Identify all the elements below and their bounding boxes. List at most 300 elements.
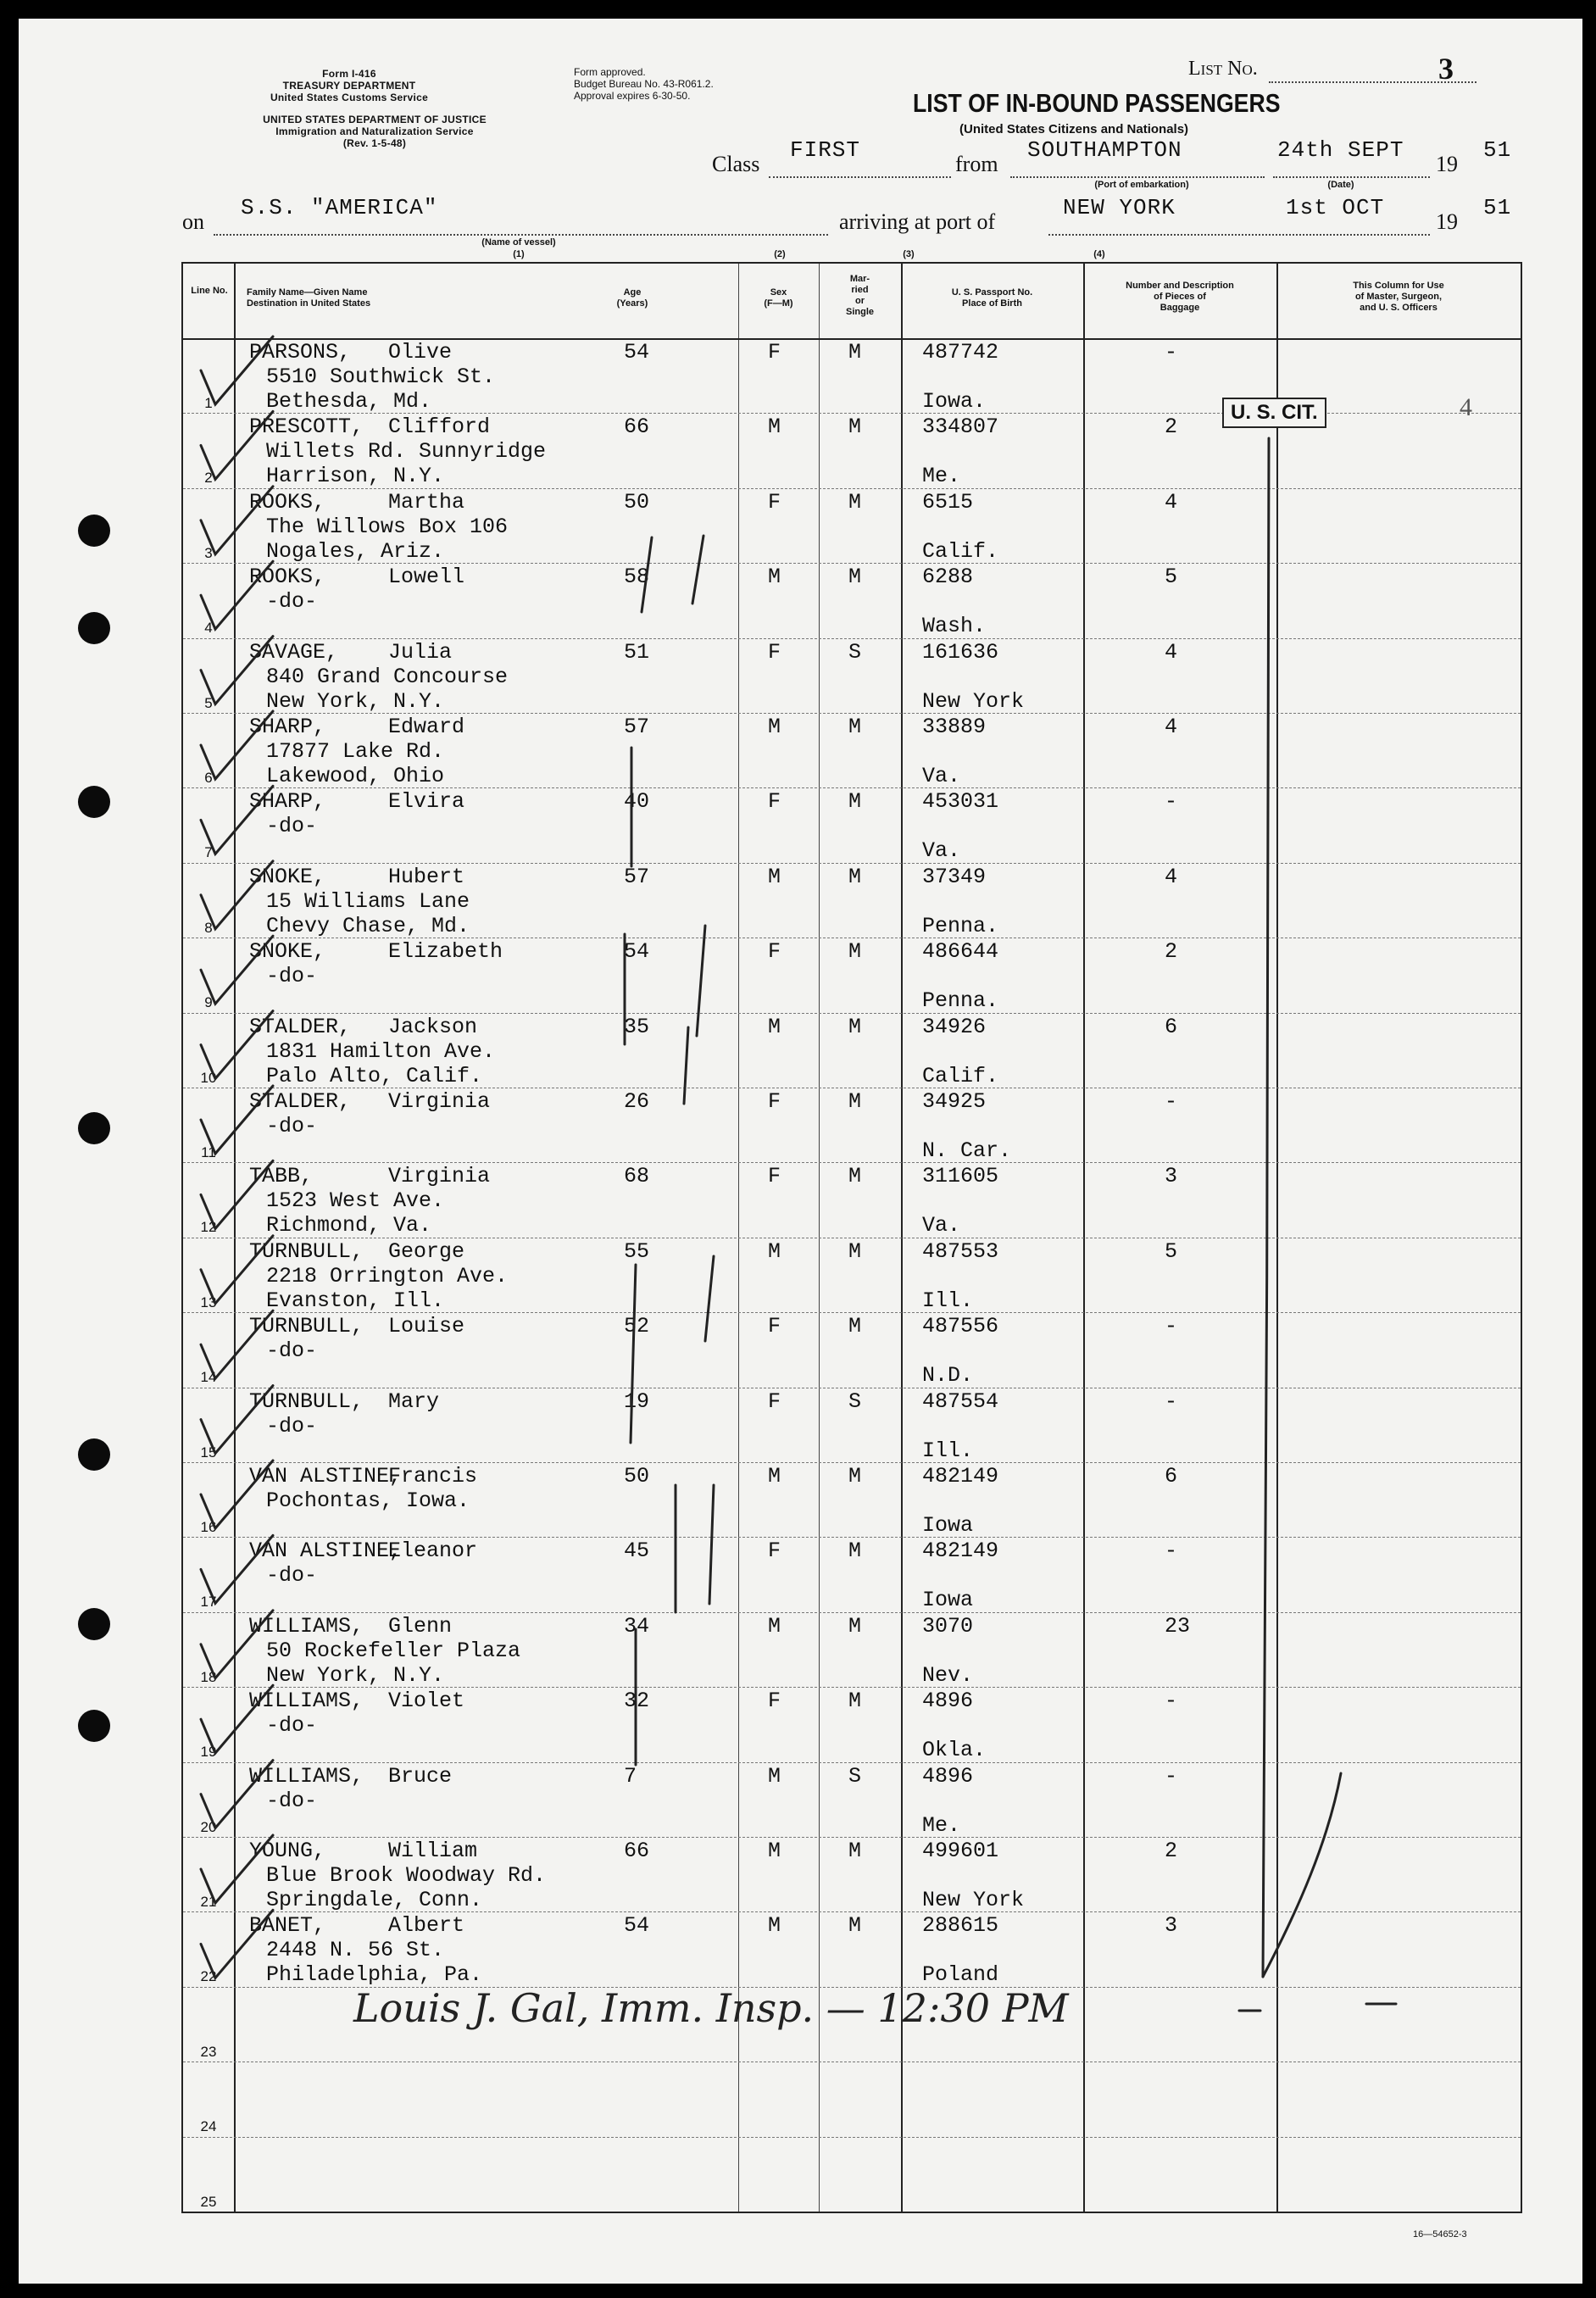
- customs-service: United States Customs Service: [270, 92, 429, 103]
- us-citizen-stamp: U. S. CIT.: [1222, 398, 1326, 428]
- bracket-mark: [631, 1256, 714, 1443]
- family-name: WILLIAMS,: [249, 1763, 364, 1789]
- given-name: Virginia: [388, 1089, 491, 1114]
- check-mark: [201, 1386, 273, 1454]
- vertical-ink-line: [1263, 438, 1270, 1977]
- address-line-1: -do-: [266, 814, 318, 839]
- check-mark: [201, 1761, 273, 1828]
- marital-status: M: [848, 565, 862, 590]
- check-mark: [201, 786, 273, 854]
- line-number: 23: [200, 2043, 217, 2060]
- baggage: -: [1165, 789, 1178, 815]
- address-line-1: -do-: [266, 1788, 318, 1813]
- baggage: 2: [1165, 415, 1178, 440]
- place-of-birth: Iowa: [922, 1588, 974, 1613]
- family-name: ROOKS,: [249, 565, 326, 590]
- address-line-1: 17877 Lake Rd.: [266, 739, 445, 764]
- address-line-1: Pochontas, Iowa.: [266, 1488, 470, 1513]
- given-name: Lowell: [388, 565, 465, 590]
- family-name: STALDER,: [249, 1089, 352, 1114]
- sex: M: [768, 565, 781, 590]
- marital-status: S: [848, 1763, 862, 1789]
- family-name: STALDER,: [249, 1014, 352, 1039]
- place-of-birth: Va.: [922, 838, 961, 864]
- age: 52: [624, 1314, 650, 1339]
- given-name: Mary: [388, 1388, 440, 1414]
- marital-status: M: [848, 715, 862, 739]
- age: 57: [624, 864, 650, 889]
- passport-number: 487742: [922, 340, 999, 364]
- check-mark: [201, 1310, 273, 1378]
- marital-status: M: [848, 489, 862, 515]
- age: 19: [624, 1388, 650, 1414]
- check-mark: [201, 1910, 273, 1978]
- line-number: 21: [200, 1894, 217, 1910]
- line-number: 9: [204, 994, 213, 1011]
- address-line-1: 1523 West Ave.: [266, 1188, 445, 1214]
- line-number: 18: [200, 1668, 217, 1685]
- place-of-birth: Me.: [922, 1812, 961, 1838]
- ink-marks: [19, 19, 1582, 2284]
- ins-service: Immigration and Naturalization Service: [275, 125, 474, 137]
- age: 50: [624, 489, 650, 515]
- marital-status: M: [848, 864, 862, 889]
- header-officers: This Column for Use of Master, Surgeon, and U. S. Officers: [1353, 281, 1444, 313]
- place-of-birth: Calif.: [922, 538, 999, 564]
- port-caption: (Port of embarkation): [1094, 180, 1189, 190]
- age: 50: [624, 1464, 650, 1488]
- marital-status: M: [848, 1613, 862, 1639]
- header-age: Age (Years): [616, 287, 648, 309]
- sex: F: [768, 639, 781, 665]
- check-mark: [201, 711, 273, 779]
- address-line-2: New York, N.Y.: [266, 688, 445, 714]
- family-name: SHARP,: [249, 715, 326, 739]
- given-name: Albert: [388, 1913, 465, 1939]
- address-line-1: The Willows Box 106: [266, 514, 509, 539]
- sex: M: [768, 1014, 781, 1039]
- family-name: SNOKE,: [249, 864, 326, 889]
- check-mark: [201, 936, 273, 1004]
- list-no-label: List No.: [1188, 58, 1258, 80]
- place-of-birth: Ill.: [922, 1288, 974, 1313]
- check-mark: [201, 637, 273, 704]
- date1-value: 24th SEPT: [1277, 137, 1404, 163]
- inspector-signature: Louis J. Gal, Imm. Insp. — 12:30 PM: [353, 1985, 1069, 2031]
- check-mark: [201, 561, 273, 629]
- family-name: BANET,: [249, 1913, 326, 1939]
- line-number: 20: [200, 1818, 217, 1835]
- bracket-mark: [684, 1027, 688, 1104]
- place-of-birth: Calif.: [922, 1063, 999, 1088]
- passport-number: 161636: [922, 639, 999, 665]
- age: 58: [624, 565, 650, 590]
- age: 54: [624, 340, 650, 364]
- baggage: -: [1165, 1538, 1178, 1564]
- baggage: 3: [1165, 1164, 1178, 1189]
- arriving-label: arriving at port of: [839, 209, 996, 234]
- date2-value: 1st OCT: [1286, 195, 1385, 220]
- baggage: -: [1165, 340, 1178, 364]
- place-of-birth: Va.: [922, 764, 961, 788]
- place-of-birth: Me.: [922, 464, 961, 489]
- marital-status: M: [848, 1089, 862, 1114]
- place-of-birth: Wash.: [922, 614, 987, 639]
- header-married: Mar- ried or Single: [845, 274, 874, 317]
- check-mark: [201, 1461, 273, 1528]
- class-value: FIRST: [790, 137, 861, 163]
- address-line-2: Nogales, Ariz.: [266, 538, 445, 564]
- baggage: 6: [1165, 1464, 1178, 1488]
- baggage: -: [1165, 1388, 1178, 1414]
- col-number-3: (3): [903, 249, 915, 259]
- address-line-2: New York, N.Y.: [266, 1662, 445, 1688]
- line-number: 25: [200, 2193, 217, 2210]
- address-line-1: -do-: [266, 1338, 318, 1364]
- header-name: Family Name—Given Name Destination in United States: [247, 287, 371, 309]
- marital-status: M: [848, 789, 862, 815]
- bracket-mark: [625, 926, 705, 1044]
- passport-number: 4896: [922, 1689, 974, 1714]
- line-number: 2: [204, 470, 213, 487]
- header-passport: U. S. Passport No. Place of Birth: [951, 287, 1033, 309]
- on-label: on: [182, 209, 204, 234]
- given-name: Martha: [388, 489, 465, 515]
- marital-status: S: [848, 1388, 862, 1414]
- sex: M: [768, 1238, 781, 1264]
- place-of-birth: Va.: [922, 1213, 961, 1238]
- check-mark: [201, 337, 273, 404]
- sex: F: [768, 1089, 781, 1114]
- given-name: Hubert: [388, 864, 465, 889]
- passport-number: 487556: [922, 1314, 999, 1339]
- age: 7: [624, 1763, 637, 1789]
- document-sheet: [19, 19, 1582, 2284]
- marital-status: M: [848, 340, 862, 364]
- given-name: Elvira: [388, 789, 465, 815]
- address-line-1: -do-: [266, 1413, 318, 1438]
- family-name: WILLIAMS,: [249, 1689, 364, 1714]
- place-of-birth: Iowa.: [922, 389, 987, 414]
- sex: F: [768, 1388, 781, 1414]
- baggage: 4: [1165, 639, 1178, 665]
- year1-value: 51: [1483, 137, 1512, 163]
- given-name: Clifford: [388, 415, 491, 440]
- place-of-birth: N.D.: [922, 1363, 974, 1388]
- sex: F: [768, 1164, 781, 1189]
- age: 55: [624, 1238, 650, 1264]
- place-of-birth: Ill.: [922, 1438, 974, 1463]
- line-number: 14: [200, 1369, 217, 1386]
- bracket-mark: [642, 536, 703, 612]
- sex: F: [768, 489, 781, 515]
- approval-line: Form approved.: [574, 66, 646, 78]
- baggage: 2: [1165, 1839, 1178, 1863]
- family-name: TURNBULL,: [249, 1388, 364, 1414]
- address-line-1: 15 Williams Lane: [266, 888, 470, 914]
- family-name: PRESCOTT,: [249, 415, 364, 440]
- passport-number: 6515: [922, 489, 974, 515]
- header-baggage: Number and Description of Pieces of Baggage: [1126, 281, 1234, 313]
- check-mark: [201, 1086, 273, 1154]
- place-of-birth: Okla.: [922, 1738, 987, 1763]
- given-name: Bruce: [388, 1763, 453, 1789]
- place-of-birth: Penna.: [922, 988, 999, 1014]
- revision: (Rev. 1-5-48): [342, 137, 407, 149]
- sex: F: [768, 1314, 781, 1339]
- line-number: 15: [200, 1444, 217, 1461]
- passport-number: 311605: [922, 1164, 999, 1189]
- check-mark: [201, 1011, 273, 1079]
- marital-status: M: [848, 1839, 862, 1863]
- ink-stroke: [1263, 1773, 1341, 1977]
- baggage: 23: [1165, 1613, 1191, 1639]
- vessel-value: S.S. "AMERICA": [241, 195, 438, 220]
- address-line-1: 840 Grand Concourse: [266, 664, 509, 689]
- year2-prefix: 19: [1436, 209, 1458, 234]
- arrival-port: NEW YORK: [1063, 195, 1176, 220]
- given-name: William: [388, 1839, 478, 1863]
- family-name: SNOKE,: [249, 939, 326, 965]
- age: 57: [624, 715, 650, 739]
- age: 32: [624, 1689, 650, 1714]
- col-number-1: (1): [513, 249, 525, 259]
- budget-bureau: Budget Bureau No. 43-R061.2.: [574, 78, 714, 90]
- sex: M: [768, 715, 781, 739]
- family-name: TABB,: [249, 1164, 314, 1189]
- address-line-2: Palo Alto, Calif.: [266, 1063, 483, 1088]
- given-name: Eleanor: [388, 1538, 478, 1564]
- age: 40: [624, 789, 650, 815]
- marital-status: M: [848, 1689, 862, 1714]
- line-number: 12: [200, 1219, 217, 1236]
- passport-number: 482149: [922, 1464, 999, 1488]
- address-line-1: Willets Rd. Sunnyridge: [266, 439, 547, 465]
- treasury-dept: TREASURY DEPARTMENT: [282, 80, 416, 92]
- given-name: Louise: [388, 1314, 465, 1339]
- col-number-4: (4): [1093, 249, 1105, 259]
- given-name: Jackson: [388, 1014, 478, 1039]
- given-name: Francis: [388, 1464, 478, 1488]
- vessel-caption: (Name of vessel): [481, 237, 556, 248]
- baggage: 5: [1165, 565, 1178, 590]
- sex: M: [768, 1613, 781, 1639]
- line-number: 4: [204, 620, 213, 637]
- family-name: ROOKS,: [249, 489, 326, 515]
- check-mark: [201, 1835, 273, 1903]
- ink-dash: [1239, 2004, 1396, 2011]
- marital-status: M: [848, 1014, 862, 1039]
- line-number: 1: [204, 395, 213, 411]
- check-mark: [201, 1160, 273, 1228]
- place-of-birth: Poland: [922, 1962, 999, 1988]
- baggage: 5: [1165, 1238, 1178, 1264]
- line-number: 17: [200, 1594, 217, 1611]
- line-number: 3: [204, 544, 213, 561]
- marital-status: M: [848, 1538, 862, 1564]
- baggage: 4: [1165, 864, 1178, 889]
- place-of-birth: New York: [922, 688, 1025, 714]
- given-name: Julia: [388, 639, 453, 665]
- approval-expires: Approval expires 6-30-50.: [574, 90, 691, 102]
- address-line-1: 5510 Southwick St.: [266, 364, 496, 389]
- page-title: LIST OF IN-BOUND PASSENGERS: [913, 88, 1281, 118]
- sex: M: [768, 864, 781, 889]
- date-caption: (Date): [1327, 180, 1354, 190]
- line-number: 10: [200, 1069, 217, 1086]
- marital-status: M: [848, 1913, 862, 1939]
- address-line-1: 2218 Orrington Ave.: [266, 1263, 509, 1288]
- given-name: George: [388, 1238, 465, 1264]
- baggage: -: [1165, 1763, 1178, 1789]
- sex: M: [768, 1763, 781, 1789]
- address-line-1: -do-: [266, 589, 318, 615]
- place-of-birth: N. Car.: [922, 1138, 1012, 1163]
- family-name: VAN ALSTINE,: [249, 1538, 403, 1564]
- age: 51: [624, 639, 650, 665]
- marital-status: M: [848, 415, 862, 440]
- baggage: 2: [1165, 939, 1178, 965]
- marital-status: M: [848, 1238, 862, 1264]
- address-line-2: Lakewood, Ohio: [266, 764, 445, 788]
- passport-number: 34926: [922, 1014, 987, 1039]
- sex: M: [768, 1913, 781, 1939]
- line-number: 22: [200, 1968, 217, 1985]
- passport-number: 4896: [922, 1763, 974, 1789]
- sex: M: [768, 1464, 781, 1488]
- address-line-1: -do-: [266, 964, 318, 989]
- list-no-value: 3: [1438, 52, 1454, 86]
- passport-number: 453031: [922, 789, 999, 815]
- sex: M: [768, 415, 781, 440]
- age: 45: [624, 1538, 650, 1564]
- sex: F: [768, 340, 781, 364]
- header-line-no: Line No.: [191, 286, 228, 296]
- address-line-1: -do-: [266, 1713, 318, 1739]
- line-number: 13: [200, 1294, 217, 1310]
- address-line-1: -do-: [266, 1563, 318, 1589]
- sex: F: [768, 1538, 781, 1564]
- sex: F: [768, 789, 781, 815]
- passport-number: 334807: [922, 415, 999, 440]
- given-name: Edward: [388, 715, 465, 739]
- line-number: 19: [200, 1744, 217, 1761]
- age: 26: [624, 1089, 650, 1114]
- baggage: 3: [1165, 1913, 1178, 1939]
- margin-number: 4: [1460, 393, 1472, 421]
- line-number: 6: [204, 770, 213, 786]
- form-number: Form I-416: [322, 68, 376, 80]
- marital-status: M: [848, 1464, 862, 1488]
- address-line-1: -do-: [266, 1114, 318, 1138]
- passport-number: 6288: [922, 565, 974, 590]
- passport-number: 487553: [922, 1238, 999, 1264]
- check-mark: [201, 1535, 273, 1603]
- print-code: 16—54652-3: [1413, 2229, 1467, 2240]
- line-number: 11: [201, 1144, 216, 1160]
- from-value: SOUTHAMPTON: [1027, 137, 1182, 163]
- place-of-birth: New York: [922, 1888, 1025, 1912]
- passport-number: 482149: [922, 1538, 999, 1564]
- line-number: 7: [204, 844, 213, 861]
- passport-number: 486644: [922, 939, 999, 965]
- year1-prefix: 19: [1436, 152, 1458, 176]
- age: 66: [624, 1839, 650, 1863]
- col-number-2: (2): [774, 249, 786, 259]
- address-line-1: 50 Rockefeller Plaza: [266, 1638, 521, 1663]
- passport-number: 3070: [922, 1613, 974, 1639]
- baggage: -: [1165, 1089, 1178, 1114]
- sex: M: [768, 1839, 781, 1863]
- age: 54: [624, 1913, 650, 1939]
- year2-value: 51: [1483, 195, 1512, 220]
- address-line-2: Springdale, Conn.: [266, 1888, 483, 1912]
- bracket-mark: [676, 1485, 714, 1612]
- passport-number: 33889: [922, 715, 987, 739]
- passport-number: 487554: [922, 1388, 999, 1414]
- baggage: 6: [1165, 1014, 1178, 1039]
- address-line-2: Evanston, Ill.: [266, 1288, 445, 1313]
- baggage: 4: [1165, 489, 1178, 515]
- baggage: 4: [1165, 715, 1178, 739]
- passport-number: 499601: [922, 1839, 999, 1863]
- address-line-2: Bethesda, Md.: [266, 389, 432, 414]
- age: 34: [624, 1613, 650, 1639]
- marital-status: S: [848, 639, 862, 665]
- line-number: 24: [200, 2118, 217, 2135]
- check-mark: [201, 1236, 273, 1304]
- place-of-birth: Iowa: [922, 1513, 974, 1538]
- family-name: SHARP,: [249, 789, 326, 815]
- family-name: WILLIAMS,: [249, 1613, 364, 1639]
- check-mark: [201, 411, 273, 479]
- check-mark: [201, 487, 273, 554]
- justice-dept: UNITED STATES DEPARTMENT OF JUSTICE: [263, 114, 487, 125]
- age: 68: [624, 1164, 650, 1189]
- class-label: Class: [712, 152, 760, 176]
- marital-status: M: [848, 939, 862, 965]
- age: 66: [624, 415, 650, 440]
- passport-number: 288615: [922, 1913, 999, 1939]
- age: 54: [624, 939, 650, 965]
- page-subtitle: (United States Citizens and Nationals): [959, 122, 1189, 136]
- address-line-2: Harrison, N.Y.: [266, 464, 445, 489]
- family-name: YOUNG,: [249, 1839, 326, 1863]
- header-sex: Sex (F—M): [764, 287, 793, 309]
- check-mark: [201, 1611, 273, 1678]
- given-name: Olive: [388, 340, 453, 364]
- line-number: 8: [204, 919, 213, 936]
- given-name: Virginia: [388, 1164, 491, 1189]
- check-mark: [201, 861, 273, 929]
- given-name: Elizabeth: [388, 939, 503, 965]
- family-name: SAVAGE,: [249, 639, 339, 665]
- from-label: from: [955, 152, 998, 176]
- baggage: -: [1165, 1689, 1178, 1714]
- check-mark: [201, 1685, 273, 1753]
- marital-status: M: [848, 1314, 862, 1339]
- address-line-1: 2448 N. 56 St.: [266, 1938, 445, 1963]
- address-line-1: Blue Brook Woodway Rd.: [266, 1863, 547, 1888]
- address-line-1: 1831 Hamilton Ave.: [266, 1038, 496, 1064]
- place-of-birth: Nev.: [922, 1662, 974, 1688]
- place-of-birth: Penna.: [922, 913, 999, 938]
- marital-status: M: [848, 1164, 862, 1189]
- family-name: VAN ALSTINE,: [249, 1464, 403, 1488]
- sex: F: [768, 1689, 781, 1714]
- address-line-2: Chevy Chase, Md.: [266, 913, 470, 938]
- address-line-2: Philadelphia, Pa.: [266, 1962, 483, 1988]
